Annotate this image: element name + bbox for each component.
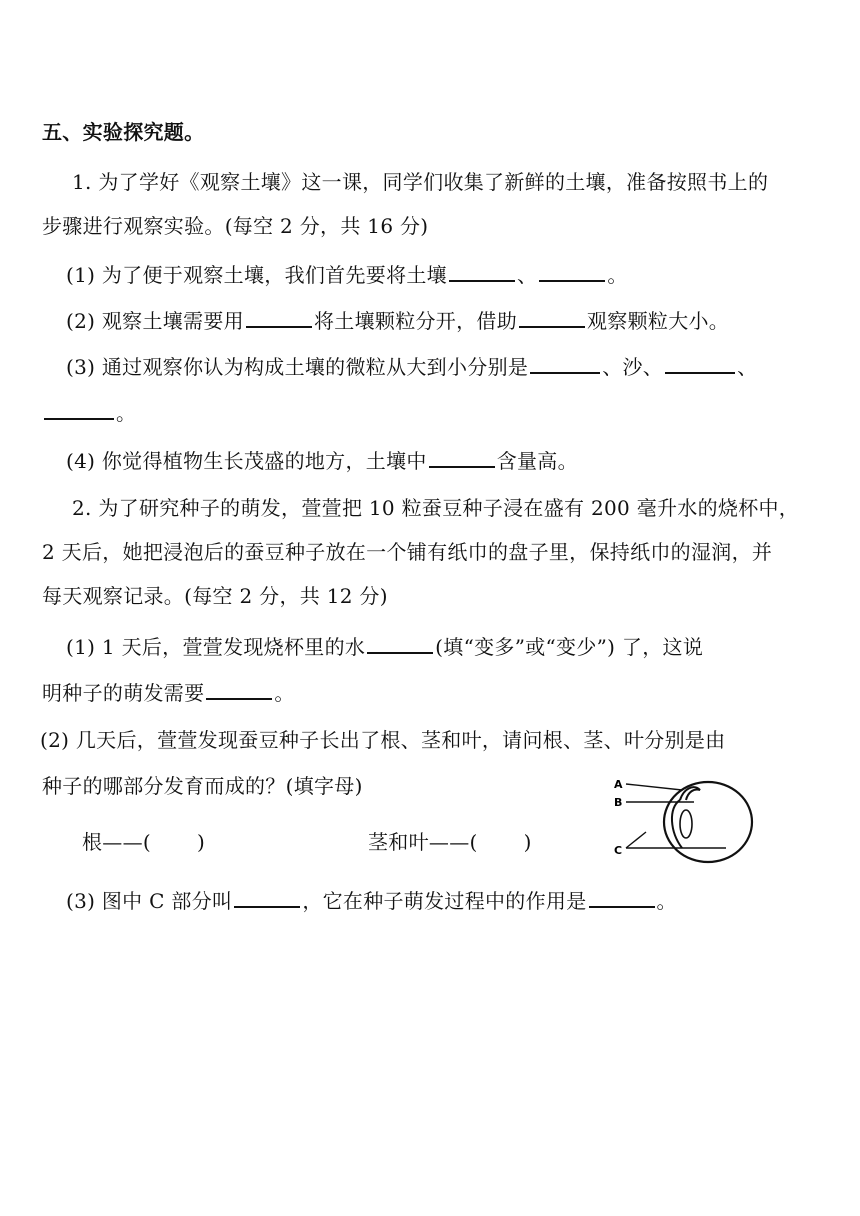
label-b: B [614, 796, 623, 809]
answer-blank[interactable] [665, 352, 735, 374]
answer-blank[interactable] [519, 306, 585, 328]
answer-blank[interactable] [539, 260, 605, 282]
q1-part3-text-b: 、沙、 [602, 355, 664, 379]
pointer-line-a [626, 784, 682, 790]
q1-part3-end: 。 [116, 401, 137, 425]
answer-blank[interactable] [530, 352, 600, 374]
q2-part3-text-a: (3) 图中 C 部分叫 [66, 889, 233, 913]
q1-part2-text-a: (2) 观察土壤需要用 [66, 309, 244, 333]
answer-blank[interactable] [44, 398, 114, 420]
q2-part3-end: 。 [656, 889, 677, 913]
label-a: A [614, 778, 623, 791]
radicle-shape [680, 810, 692, 838]
q1-part3-text-a: (3) 通过观察你认为构成土壤的微粒从大到小分别是 [66, 355, 529, 379]
answer-blank[interactable] [589, 886, 655, 908]
q1-part1-end: 。 [607, 263, 628, 287]
stem-leaf-close-paren: ) [523, 830, 532, 854]
q1-part4 [66, 446, 578, 475]
q1-part1-separator: 、 [517, 263, 538, 287]
q1-part1-text: (1) 为了便于观察土壤，我们首先要将土壤 [66, 263, 447, 287]
q2-part1-text-a: (1) 1 天后，萱萱发现烧杯里的水 [66, 635, 366, 659]
q1-intro-line2: 步骤进行观察实验。(每空 2 分，共 16 分) [42, 214, 429, 238]
seed-outline [664, 782, 752, 862]
q1-part3-text-c: 、 [737, 355, 758, 379]
seed-diagram-svg [610, 770, 760, 865]
answer-blank[interactable] [206, 678, 272, 700]
root-label: 根——( [82, 830, 152, 854]
answer-blank[interactable] [367, 632, 433, 654]
q1-intro-line1: 1. 为了学好《观察土壤》这一课，同学们收集了新鲜的土壤，准备按照书上的 [72, 170, 769, 194]
q2-part2-line2: 种子的哪部分发育而成的？(填字母) [42, 774, 363, 798]
answer-blank[interactable] [246, 306, 312, 328]
q1-part1 [66, 260, 628, 289]
q2-intro-line2: 2 天后，她把浸泡后的蚕豆种子放在一个铺有纸巾的盘子里，保持纸巾的湿润，并 [42, 540, 773, 564]
root-close-paren: ) [197, 830, 206, 854]
q2-part3 [66, 886, 677, 915]
q1-part2-text-c: 观察颗粒大小。 [587, 309, 730, 333]
q2-part1 [66, 632, 703, 661]
q2-part2-line1: (2) 几天后，萱萱发现蚕豆种子长出了根、茎和叶，请问根、茎、叶分别是由 [40, 728, 726, 752]
stem-leaf-label: 茎和叶——( [368, 830, 478, 854]
q1-part4-text-a: (4) 你觉得植物生长茂盛的地方，土壤中 [66, 449, 427, 473]
label-c: C [614, 844, 623, 857]
answer-blank[interactable] [429, 446, 495, 468]
q1-part3 [66, 352, 757, 381]
section-title: 五、实验探究题。 [42, 120, 205, 144]
q2-part3-text-b: ，它在种子萌发过程中的作用是 [302, 889, 587, 913]
root-answer [82, 828, 205, 856]
q2-part1-continued [42, 678, 295, 707]
q2-intro-line1: 2. 为了研究种子的萌发，萱萱把 10 粒蚕豆种子浸在盛有 200 毫升水的烧杯中， [72, 496, 800, 520]
pointer-line-c-slant [626, 832, 646, 848]
q2-part1-line2-text: 明种子的萌发需要 [42, 681, 205, 705]
q1-part2 [66, 306, 729, 335]
q2-part1-text-b: (填“变多”或“变少”) 了，这说 [435, 635, 704, 659]
broad-bean-seed-diagram [610, 770, 760, 865]
q2-part1-line2-end: 。 [274, 681, 295, 705]
q1-part2-text-b: 将土壤颗粒分开，借助 [314, 309, 517, 333]
stem-leaf-answer [368, 828, 532, 856]
answer-blank[interactable] [449, 260, 515, 282]
answer-blank[interactable] [234, 886, 300, 908]
q1-part4-text-b: 含量高。 [496, 449, 578, 473]
q1-part3-continued [42, 398, 136, 427]
q2-intro-line3: 每天观察记录。(每空 2 分，共 12 分) [42, 584, 388, 608]
